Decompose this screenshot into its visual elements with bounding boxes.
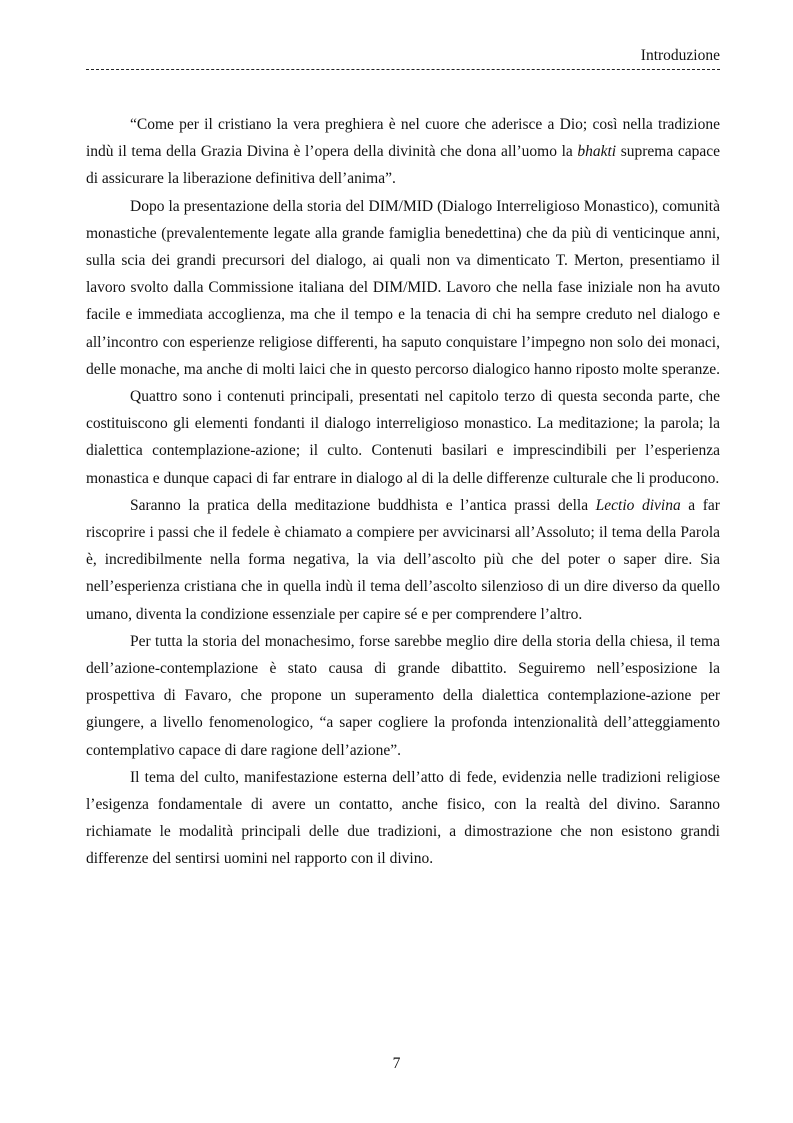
page-header	[86, 46, 720, 70]
paragraph-segment: Il tema del culto, manifestazione esterna dell’atto di fede, evidenzia nelle tradizioni religiose l’esigenza fondamentale di avere un contatto, anche fisico, con la realtà del divino. Saranno richiamate le modalità principali delle due tradizioni, a dimostrazione che non esistono grandi differenze del sentirsi uomini nel rapporto con il divino.	[86, 768, 720, 868]
header-title: Introduzione	[640, 47, 720, 64]
paragraph-meditazione	[86, 492, 720, 628]
paragraph-bhakti-quote	[86, 111, 720, 193]
italic-term-lectio-divina: Lectio divina	[595, 496, 681, 514]
paragraph-culto	[86, 764, 720, 873]
paragraph-segment: a far riscoprire i passi che il fedele è chiamato a compiere per avvicinarsi all’Assoluto; il tema della Parola è, incredibilmente nella forma negativa, la via dell’ascolto più che del poter o saper dire. Sia nell’esperienza cristiana che in quella indù il tema dell’ascolto silenzioso di un dire diverso da quello umano, diventa la condizione essenziale per capire sé e per comprendere l’altro.	[86, 496, 720, 623]
paragraph-dim-mid	[86, 193, 720, 383]
paragraph-segment: Saranno la pratica della meditazione buddhista e l’antica prassi della	[130, 496, 596, 514]
paragraph-contenuti	[86, 383, 720, 492]
paragraph-segment: suprema capace di assicurare la liberazione definitiva dell’anima”.	[86, 143, 720, 188]
page-number: 7	[392, 1055, 401, 1072]
italic-term-bhakti: bhakti	[577, 143, 617, 161]
paragraph-segment: Quattro sono i contenuti principali, presentati nel capitolo terzo di questa seconda parte, che costituiscono gli elementi fondanti il dialogo interreligioso monastico. La meditazione; la parola; la dialettica contemplazione-azione; il culto. Contenuti basilari e imprescindibili per l’esperienza monastica e dunque capaci di far entrare in dialogo al di la delle differenze culturale che li producono.	[86, 388, 720, 487]
body-text	[86, 111, 720, 873]
paragraph-segment: “Come per il cristiano la vera preghiera è nel cuore che aderisce a Dio; così nella tradizione indù il tema della Grazia Divina è l’opera della divinità che dona all’uomo la	[86, 116, 720, 161]
paragraph-segment: Per tutta la storia del monachesimo, forse sarebbe meglio dire della storia della chiesa, il tema dell’azione-contemplazione è stato causa di grande dibattito. Seguiremo nell’esposizione la prospettiva di Favaro, che propone un superamento della dialettica contemplazione-azione per giungere, a livello fenomenologico, “a saper cogliere la profonda intenzionalità dell’atteggiamento contemplativo capace di dare ragione dell’azione”.	[86, 632, 720, 759]
paragraph-segment: Dopo la presentazione della storia del DIM/MID (Dialogo Interreligioso Monastico), comunità monastiche (prevalentemente legate alla grande famiglia benedettina) che da più di venticinque anni, sulla scia dei grandi precursori del dialogo, ai quali non va dimenticato T. Merton, presentiamo il lavoro svolto dalla Commissione italiana del DIM/MID. Lavoro che nella fase iniziale non ha avuto facile e immediata accoglienza, ma che il tempo e la tenacia di chi ha sempre creduto nel dialogo e all’incontro con esperienze religiose differenti, ha saputo conquistare l’impegno non solo dei monaci, delle monache, ma anche di molti laici che in questo percorso dialogico hanno riposto molte speranze.	[86, 197, 721, 378]
header-dashed-rule	[86, 69, 720, 70]
paragraph-azione-contemplazione	[86, 628, 720, 764]
